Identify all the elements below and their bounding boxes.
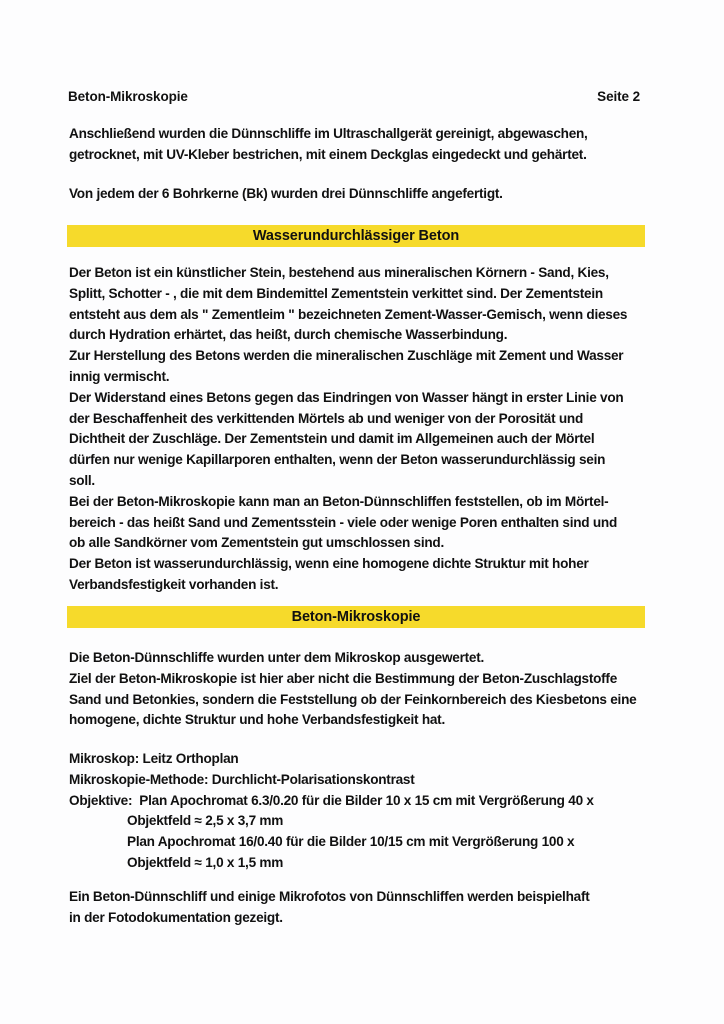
text-line: entsteht aus dem als " Zementleim " bezeichneten Zement-Wasser-Gemisch, wenn dieses bbox=[69, 306, 628, 322]
text-line: Die Beton-Dünnschliffe wurden unter dem Mikroskop ausgewertet. bbox=[69, 650, 485, 665]
text-line: homogene, dichte Struktur und hohe Verbandsfestigkeit hat. bbox=[69, 712, 445, 728]
objective-2-field: Objektfeld ≈ 1,0 x 1,5 mm bbox=[127, 854, 284, 870]
text-line: Der Widerstand eines Betons gegen das Eindringen von Wasser hängt in erster Linie von bbox=[69, 389, 624, 405]
objective-2: Plan Apochromat 16/0.40 für die Bilder 10/15 cm mit Vergrößerung 100 x bbox=[127, 834, 575, 850]
text-line: Anschließend wurden die Dünnschliffe im Ultraschallgerät gereinigt, abgewaschen, bbox=[69, 126, 588, 141]
spec-microscope: Mikroskop: Leitz Orthoplan bbox=[69, 751, 239, 766]
text-line: innig vermischt. bbox=[69, 368, 170, 384]
page-number: Seite 2 bbox=[597, 89, 640, 104]
microscope-specs bbox=[69, 749, 659, 874]
text-line: ob alle Sandkörner vom Zementstein gut umschlossen sind. bbox=[69, 535, 445, 551]
spec-method: Mikroskopie-Methode: Durchlicht-Polarisationskontrast bbox=[69, 771, 415, 787]
text-line: durch Hydration erhärtet, das heißt, durch chemische Wasserbindung. bbox=[69, 327, 508, 343]
objective-1: Plan Apochromat 6.3/0.20 für die Bilder 10 x 15 cm mit Vergrößerung 40 x bbox=[139, 792, 594, 808]
text-line: Zur Herstellung des Betons werden die mineralischen Zuschläge mit Zement und Wasser bbox=[69, 348, 624, 364]
text-line: in der Fotodokumentation gezeigt. bbox=[69, 909, 283, 925]
text-line: Splitt, Schotter - , die mit dem Bindemittel Zementstein verkittet sind. Der Zementstein bbox=[69, 285, 603, 301]
text-line: Ein Beton-Dünnschliff und einige Mikrofotos von Dünnschliffen werden beispielhaft bbox=[69, 889, 590, 904]
objective-1-field: Objektfeld ≈ 2,5 x 3,7 mm bbox=[127, 813, 284, 829]
spec-objectives bbox=[69, 791, 659, 812]
text-line: der Beschaffenheit des verkittenden Mörtels ab und weniger von der Porosität und bbox=[69, 410, 584, 426]
text-line: Dichtheit der Zuschläge. Der Zementstein und damit im Allgemeinen auch der Mörtel bbox=[69, 431, 595, 447]
text-line: Verbandsfestigkeit vorhanden ist. bbox=[69, 576, 279, 592]
text-line: soll. bbox=[69, 472, 95, 488]
objectives-label: Objektive: bbox=[69, 792, 133, 808]
text-line: bereich - das heißt Sand und Zementsstein - viele oder wenige Poren enthalten sind und bbox=[69, 514, 618, 530]
text-line: Von jedem der 6 Bohrkerne (Bk) wurden drei Dünnschliffe angefertigt. bbox=[69, 186, 503, 201]
text-line: Ziel der Beton-Mikroskopie ist hier aber nicht die Bestimmung der Beton-Zuschlagstoffe bbox=[69, 670, 618, 686]
section1-body bbox=[69, 263, 659, 596]
header-title: Beton-Mikroskopie bbox=[68, 89, 188, 104]
text-line: Bei der Beton-Mikroskopie kann man an Beton-Dünnschliffen feststellen, ob im Mörtel- bbox=[69, 493, 609, 509]
text-line: Sand und Betonkies, sondern die Feststellung ob der Feinkornbereich des Kiesbetons eine bbox=[69, 691, 637, 707]
text-line: Der Beton ist ein künstlicher Stein, bestehend aus mineralischen Körnern - Sand, Kies, bbox=[69, 265, 609, 280]
section2-body bbox=[69, 648, 659, 731]
section-heading-beton-mikroskopie: Beton-Mikroskopie bbox=[67, 606, 645, 628]
intro-paragraph bbox=[69, 124, 659, 166]
intro-note bbox=[69, 184, 659, 205]
closing-paragraph bbox=[69, 887, 659, 929]
section-heading-wasserundurchlaessiger-beton: Wasserundurchlässiger Beton bbox=[67, 225, 645, 247]
text-line: Der Beton ist wasserundurchlässig, wenn eine homogene dichte Struktur mit hoher bbox=[69, 556, 589, 572]
text-line: getrocknet, mit UV-Kleber bestrichen, mit einem Deckglas eingedeckt und gehärtet. bbox=[69, 146, 587, 162]
text-line: dürfen nur wenige Kapillarporen enthalten, wenn der Beton wasserundurchlässig sein bbox=[69, 452, 606, 468]
